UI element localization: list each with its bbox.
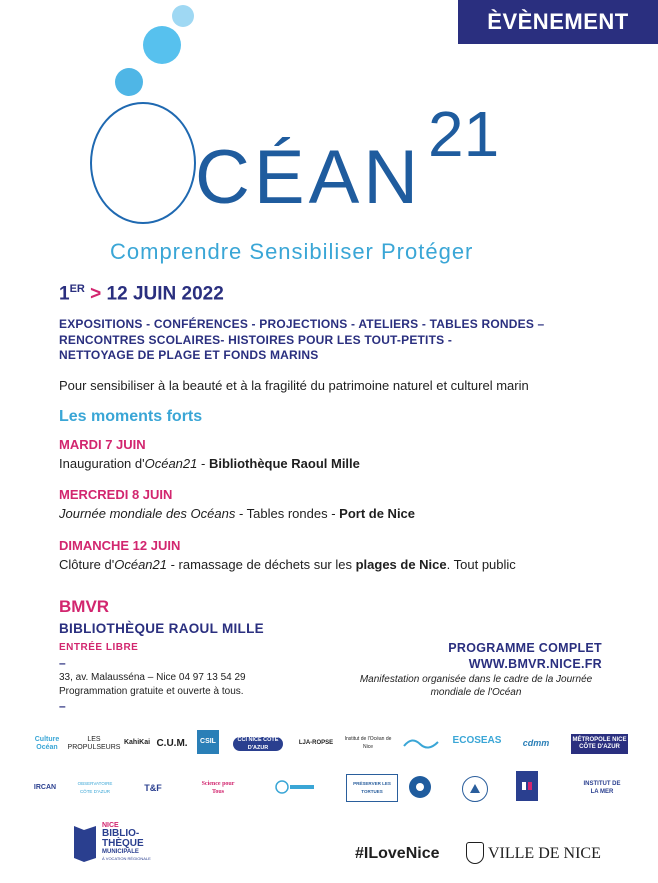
event-desc-text: - xyxy=(197,456,209,471)
partner-flag-icon xyxy=(520,779,534,793)
partner-logo xyxy=(272,776,316,798)
city-name: VILLE DE NICE xyxy=(488,845,601,862)
partner-logo: INSTITUT DE LA MER xyxy=(583,781,621,795)
partner-logo xyxy=(409,776,431,798)
activities-line: NETTOYAGE DE PLAGE ET FONDS MARINS xyxy=(59,348,319,362)
partner-logo: Institut de l'Océan de Nice xyxy=(344,736,392,750)
program-note-line: mondiale de l'Océan xyxy=(430,686,522,698)
tagline: Comprendre Sensibiliser Protéger xyxy=(110,239,474,264)
event-description xyxy=(59,456,360,471)
event-day: MARDI 7 JUIN xyxy=(59,437,146,452)
date-start: 1 xyxy=(59,283,70,305)
partner-logo: ECOSEAS xyxy=(452,735,502,746)
partner-logo xyxy=(462,776,488,802)
bubble-large xyxy=(143,26,181,64)
partner-logo xyxy=(402,734,440,752)
event-desc-text: . Tout public xyxy=(446,557,516,572)
venue-note: Programmation gratuite et ouverte à tous. xyxy=(59,686,244,697)
bubble-small xyxy=(172,5,194,27)
event-desc-text: Clôture d' xyxy=(59,557,115,572)
partner-logo: LJA-ROPSE xyxy=(298,740,334,746)
event-desc-italic: Océan21 xyxy=(114,557,167,572)
event-day: DIMANCHE 12 JUIN xyxy=(59,538,181,553)
program-url-link[interactable]: WWW.BMVR.NICE.FR xyxy=(468,657,602,671)
program-note-line: Manifestation organisée dans le cadre de la Journée xyxy=(359,674,593,685)
venue-short: BMVR xyxy=(59,597,110,616)
partner-logo: C.U.M. xyxy=(156,738,188,749)
ocean-title: CÉAN xyxy=(195,135,423,220)
ocean-o-ring xyxy=(90,102,196,224)
partner-logo: PRÉSERVER LES TORTUES xyxy=(346,774,398,802)
entry-free: ENTRÉE LIBRE xyxy=(59,642,139,653)
event-location: plages de Nice xyxy=(355,557,447,572)
date-end: 12 JUIN 2022 xyxy=(106,283,224,305)
activities-line: RENCONTRES SCOLAIRES- HISTOIRES POUR LES TOUT-PETITS - xyxy=(59,332,453,347)
divider-dash: – xyxy=(59,699,66,713)
divider-dash: – xyxy=(59,656,66,670)
partner-logo: Culture Océan xyxy=(34,736,60,751)
event-desc-text: - ramassage de déchets sur les xyxy=(167,557,356,572)
library-logo-line: THÈQUE xyxy=(102,838,144,849)
highlights-title: Les moments forts xyxy=(59,408,203,425)
partner-logo: IRCAN xyxy=(33,784,57,791)
date-arrow: > xyxy=(90,283,102,305)
event-desc-italic: Journée mondiale des Océans xyxy=(59,506,236,521)
partner-logo: CSIL xyxy=(197,730,219,754)
partner-logo: cdmm xyxy=(522,738,550,748)
partner-logo: KahiKai xyxy=(123,739,151,746)
event-description xyxy=(59,506,415,521)
library-logo-line: MUNICIPALE xyxy=(102,849,139,855)
intro-text: Pour sensibiliser à la beauté et à la fragilité du patrimoine naturel et culturel marin xyxy=(59,378,529,393)
activities-list xyxy=(59,317,589,364)
date-start-suffix: ER xyxy=(69,283,85,295)
ocean-title-number: 21 xyxy=(428,98,500,170)
event-desc-text: - Tables rondes - xyxy=(235,506,340,521)
event-desc-italic: Océan21 xyxy=(144,456,198,471)
partner-seal-icon xyxy=(414,781,426,793)
nice-crest-icon xyxy=(466,842,484,864)
library-logo-tag: NICE xyxy=(102,822,119,829)
partner-emblem-icon xyxy=(467,781,483,797)
partner-logo xyxy=(516,771,538,801)
partner-logo: LES PROPULSEURS xyxy=(67,736,121,751)
partner-mark-icon xyxy=(272,776,316,798)
event-desc-text: Inauguration d' xyxy=(59,456,145,471)
partner-logo: OBSERVATOIRE CÔTE D'AZUR xyxy=(77,781,113,794)
bubble-medium xyxy=(115,68,143,96)
partner-logo: Science pour Tous xyxy=(201,781,235,795)
venue-address: 33, av. Malausséna – Nice 04 97 13 54 29 xyxy=(59,672,246,683)
library-logo-line: À VOCATION RÉGIONALE xyxy=(102,856,151,861)
event-dates xyxy=(59,283,224,305)
event-location: Port de Nice xyxy=(339,506,416,521)
library-logo-line: BIBLIO- xyxy=(102,828,140,839)
activities-line: EXPOSITIONS - CONFÉRENCES - PROJECTIONS - ATELIERS - TABLES RONDES – xyxy=(59,317,545,331)
library-book-icon xyxy=(72,822,98,862)
partner-logo: CCI NICE CÔTE D'AZUR xyxy=(233,737,283,751)
program-note xyxy=(350,674,602,699)
library-logo xyxy=(72,822,160,862)
event-location: Bibliothèque Raoul Mille xyxy=(208,456,360,471)
partner-logo: T&F xyxy=(144,783,162,793)
event-badge: ÈVÈNEMENT xyxy=(458,0,658,44)
hashtag: #ILoveNice xyxy=(355,845,440,862)
program-title: PROGRAMME COMPLET xyxy=(448,641,602,655)
venue-name: BIBLIOTHÈQUE RAOUL MILLE xyxy=(59,621,264,636)
event-description xyxy=(59,557,516,572)
partner-logo: MÉTROPOLE NICE CÔTE D'AZUR xyxy=(571,734,628,754)
event-day: MERCREDI 8 JUIN xyxy=(59,487,173,502)
wave-icon xyxy=(402,734,440,752)
